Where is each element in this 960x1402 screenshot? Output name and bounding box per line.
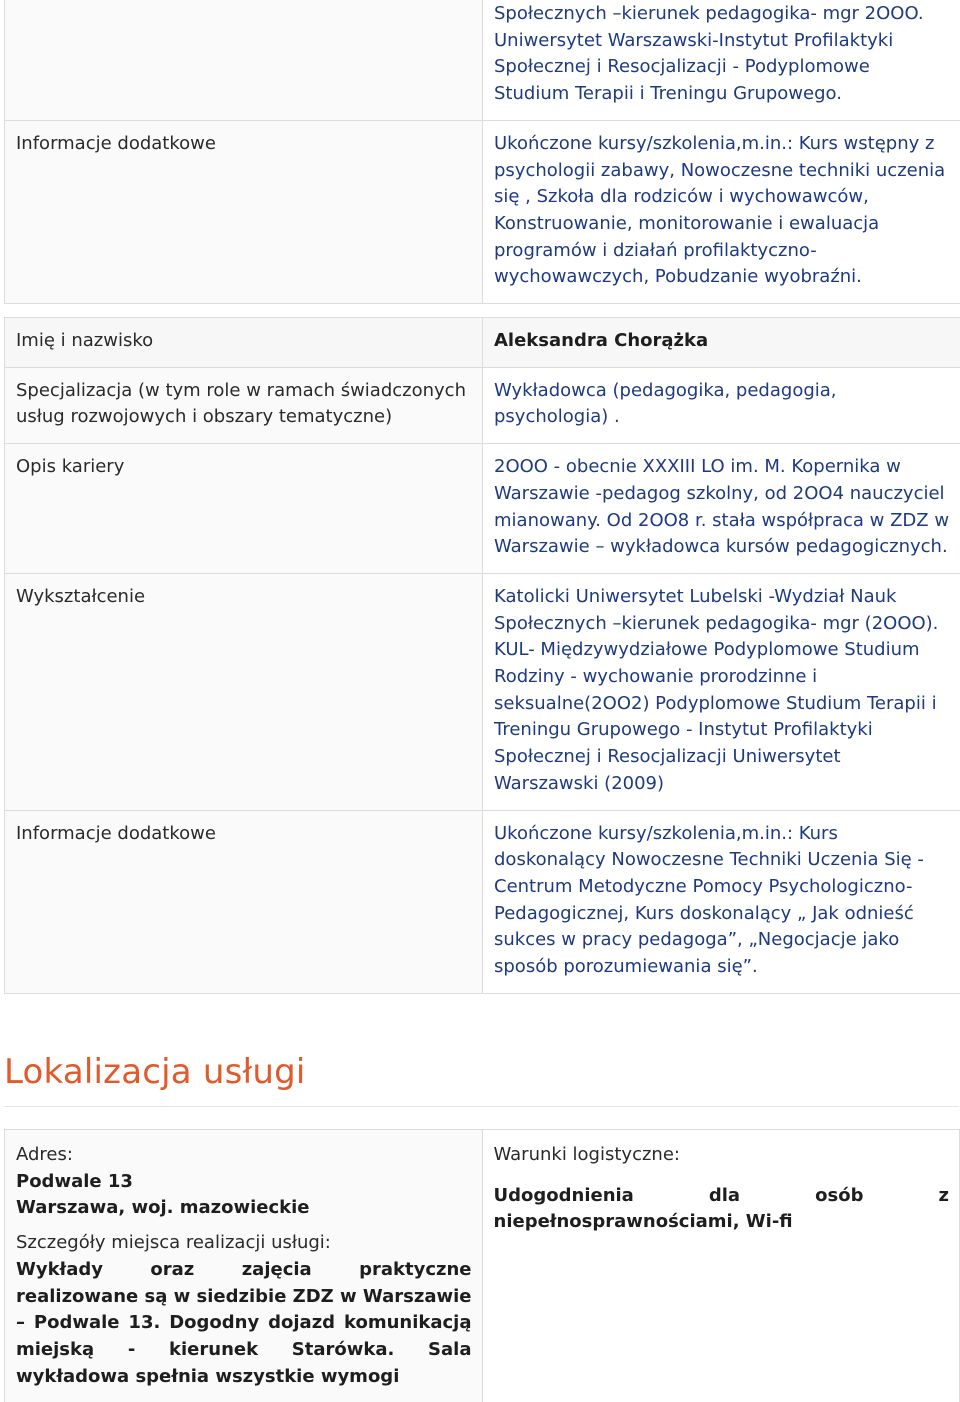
specialization-value-cell [483,367,960,443]
career-label: Opis kariery [16,456,124,477]
education-continuation-row [5,0,960,120]
trainer-table [4,317,960,994]
career-value: 2OOO - obecnie XXXIII LO im. M. Kopernika w Warszawie -pedagog szkolny, od 2OO4 nauczyciel mianowany. Od 2OO8 r. stała współpraca w ZDZ w Warszawie – wykładowca kursów pedagogicznych. [494,456,949,557]
trainer-name: Aleksandra Chorążka [494,330,708,351]
name-label: Imię i nazwisko [16,330,153,351]
name-value-cell [483,318,960,368]
education-continuation-text: Społecznych –kierunek pedagogika- mgr 2OOO. Uniwersytet Warszawski-Instytut Profilaktyki Społecznej i Resocjalizacji - Podyplomowe Studium Terapii i Treningu Grupowego. [494,3,924,104]
info-value: Ukończone kursy/szkolenia,m.in.: Kurs wstępny z psychologii zabawy, Nowoczesne techniki uczenia się , Szkoła dla rodziców i wychowawców, Konstruowanie, monitorowanie i ewaluacja programów i działań profilaktyczno-wychowawczych, Pobudzanie wyobraźni. [494,133,945,288]
info-row [5,120,960,303]
specialization-label-cell [5,367,483,443]
education-label-cell [5,573,483,810]
education-label: Wykształcenie [16,586,145,607]
education-row [5,573,960,810]
details-value: Wykłady oraz zajęcia praktyczne realizowane są w siedzibie ZDZ w Warszawie – Podwale 13. Dogodny dojazd komunikacją miejską - kierunek Starówka. Sala wykładowa spełnia wszystkie wymogi [16,1257,472,1391]
logistics-column [483,1130,960,1402]
specialization-label: Specjalizacja (w tym role w ramach świadczonych usług rozwojowych i obszary tematyczne) [16,380,466,428]
section-divider [4,1106,959,1107]
address-label: Adres: [16,1142,472,1169]
education-value: Katolicki Uniwersytet Lubelski -Wydział Nauk Społecznych –kierunek pedagogika- mgr (2OOO). KUL- Międzywydziałowe Podyplomowe Studium Rodziny - wychowanie prorodzinne i seksualne(2OO2) Podyplomowe Studium Terapii i Treningu Grupowego - Instytut Profilaktyki Społecznej i Resocjalizacji Uniwersytet Warszawski (2009) [494,586,938,794]
logistics-label: Warunki logistyczne: [494,1142,950,1169]
info-label: Informacje dodatkowe [16,133,216,154]
trainer-info-label-cell [5,810,483,993]
section-title-location: Lokalizacja usługi [4,1052,306,1092]
education-continuation-cell [483,0,960,120]
info-label-cell [5,120,483,303]
name-row [5,318,960,368]
trainer-info-value: Ukończone kursy/szkolenia,m.in.: Kurs doskonalący Nowoczesne Techniki Uczenia Się - Centrum Metodyczne Pomocy Psychologiczno-Pedagogicznej, Kurs doskonalący „ Jak odnieść sukces w pracy pedagoga”, „Negocjacje jako sposób porozumiewania się”. [494,823,924,978]
address-column [5,1130,483,1402]
trainer-info-value-cell [483,810,960,993]
logistics-value: Udogodnienia dla osób z niepełnosprawnościami, Wi-fi [494,1183,950,1236]
career-row [5,444,960,574]
education-value-cell [483,573,960,810]
trainer-info-label: Informacje dodatkowe [16,823,216,844]
career-label-cell [5,444,483,574]
address-line-city: Warszawa, woj. mazowieckie [16,1195,472,1222]
previous-trainer-table [4,0,960,304]
specialization-value: Wykładowca (pedagogika, pedagogia, psychologia) . [494,380,837,428]
location-panel [4,1129,960,1402]
address-line-street: Podwale 13 [16,1169,472,1196]
name-label-cell [5,318,483,368]
details-label: Szczegóły miejsca realizacji usługi: [16,1230,472,1257]
empty-label-cell [5,0,483,120]
info-value-cell [483,120,960,303]
specialization-row [5,367,960,443]
career-value-cell [483,444,960,574]
trainer-info-row [5,810,960,993]
